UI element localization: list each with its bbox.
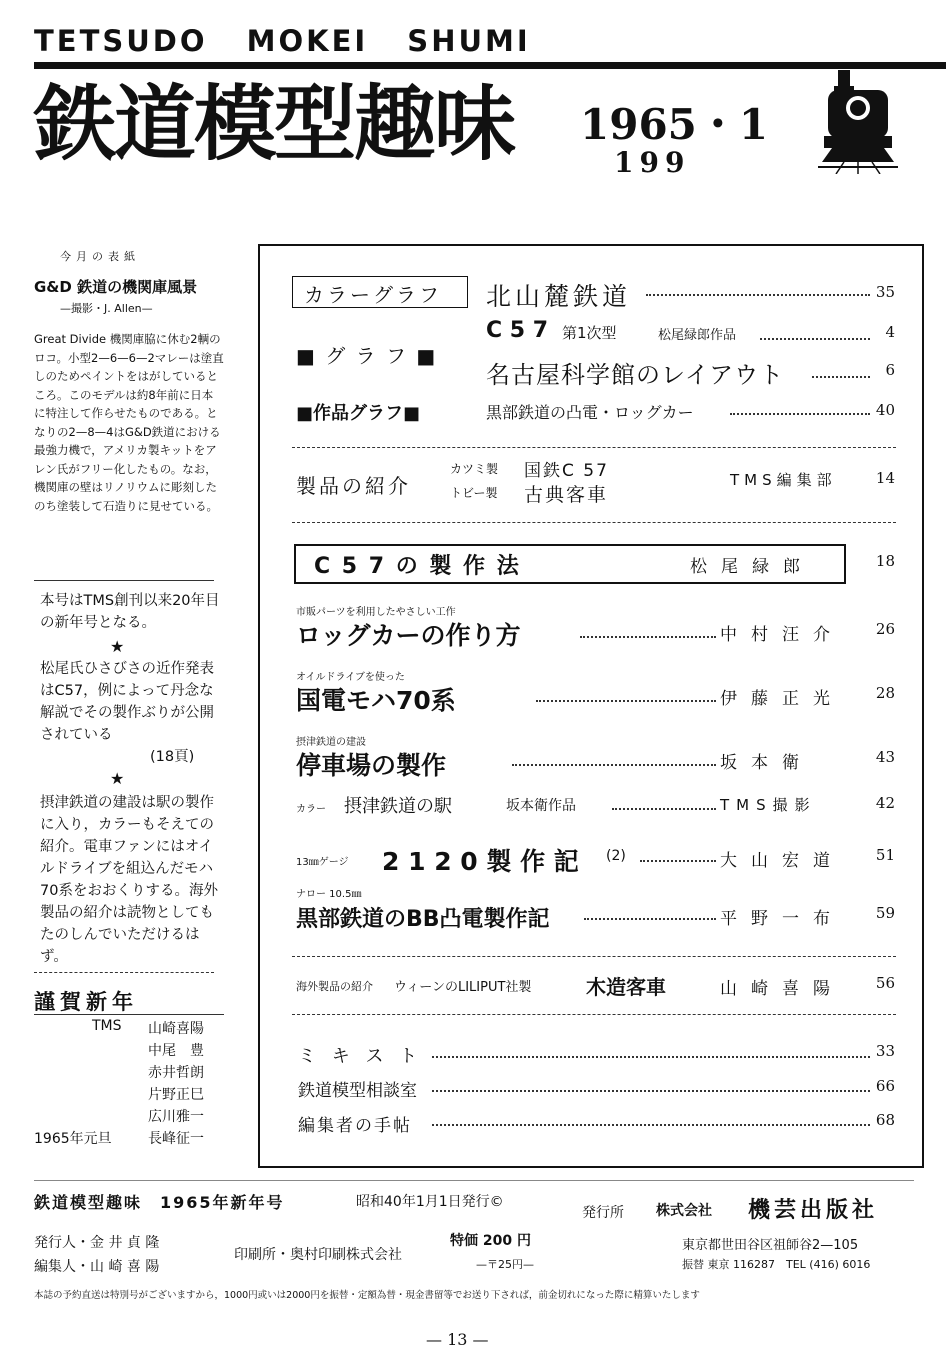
article-author: 伊藤正光 [720, 689, 844, 709]
page-number: 33 [875, 1042, 895, 1060]
color-station-kicker: カラー [296, 804, 326, 815]
footer-notice: 本誌の予約直送は特別号がございますから，1000円或いは2000円を振替・定額為替・現金書留等でお送り下されば，前金切れになった際に精算いたします [34, 1290, 700, 1301]
products-label: 製品の紹介 [296, 474, 411, 498]
product-maker: カツミ製 [450, 462, 499, 476]
overseas-kicker: 海外製品の紹介 [296, 980, 373, 993]
footer-address: 東京都世田谷区祖師谷2—105 [682, 1238, 859, 1253]
greeting-name: 片野正巳 [148, 1087, 204, 1103]
divider [34, 972, 214, 973]
greeting-name: 中尾 豊 [148, 1043, 204, 1059]
graph-label: ■ グ ラ フ ■ [296, 344, 438, 368]
footer-account: 振替 東京 116287 TEL (416) 6016 [682, 1258, 871, 1271]
cover-heading: 今月の表紙 [60, 250, 140, 263]
footer-price: 特価 200 円 [450, 1233, 531, 1249]
magazine-title: 鉄道模型趣味 [34, 77, 515, 172]
kurobe-author: 平野一布 [720, 909, 844, 929]
issue-number: 199 [614, 146, 691, 179]
greetings-title: 謹賀新年 [34, 990, 138, 1014]
footer-printer: 印刷所・奥村印刷株式会社 [234, 1247, 402, 1263]
article-title: 停車場の製作 [296, 751, 447, 780]
article-kicker: 市販パーツを利用したやさしい工作 [296, 607, 456, 618]
product-item: 国鉄C 57 [524, 461, 609, 481]
page-number: 18 [875, 552, 895, 570]
c57make-title: C 5 7 の 製 作 法 [314, 554, 521, 579]
page-number: 28 [875, 684, 895, 702]
issue-date: 1965・1 [580, 100, 769, 149]
footer-postage: —〒25円— [476, 1258, 534, 1271]
cover-credit: —撮影・J. Allen— [60, 302, 153, 315]
greeting-name: 長峰征一 [148, 1131, 204, 1147]
works-title: 黒部鉄道の凸電・ロッグカー [486, 403, 694, 422]
c57make-author: 松尾緑郎 [690, 557, 814, 577]
masthead-rule [34, 62, 946, 69]
products-author: TMS編集部 [730, 471, 837, 489]
a2120-title: 2 1 2 0 製 作 記 [382, 847, 579, 876]
greetings-names [148, 1018, 204, 1150]
editor-note-2: 松尾氏ひさびさの近作発表はC57，例によって丹念な解説でその製作ぶりが公開されている [40, 661, 214, 743]
overseas-sub: ウィーンのLILIPUT社製 [394, 980, 532, 995]
overseas-title: 木造客車 [586, 975, 666, 999]
article-kicker: 摂津鉄道の建設 [296, 737, 366, 748]
editor-note-3: 摂津鉄道の建設は駅の製作に入り，カラーもそえての紹介。電車ファンにはオイルドライブを組込んだモハ70系をおおくりする。海外製品の紹介は読物としてもたのしんでいただけるはず。 [40, 795, 218, 965]
page-number: 14 [875, 469, 895, 487]
greetings-org: TMS [92, 1018, 122, 1034]
nagoya-title: 名古屋科学館のレイアウト [486, 361, 785, 389]
greetings-date: 1965年元旦 [34, 1131, 112, 1147]
color-station-title: 摂津鉄道の駅 [344, 796, 452, 817]
cover-description: Great Divide 機関庫脇に休む2輌のロコ。小型2—6—6—2マレーは塗直しのためペイントをはがしているところ。このモデルは約8年前に日本に特注して作らせたものである。となりの2—8—4はG&D鉄道における最強力機で，アメリカ製キットをアレン氏がフリー化したもの。なお，機関庫の壁はリノリウムに彫刻したのち塗装して石造りに見せている。 [34, 332, 224, 513]
page-number: 43 [875, 748, 895, 766]
kurobe-title: 黒部鉄道のBB凸電製作記 [296, 907, 550, 932]
editor-note-page-ref: (18頁) [150, 749, 195, 765]
divider [34, 1014, 224, 1015]
a2120-part: (2) [606, 848, 626, 864]
page-footer-number: — 13 — [426, 1330, 489, 1349]
footer-pub-date: 昭和40年1月1日発行© [356, 1194, 504, 1210]
article-kicker: オイルドライブを使った [296, 672, 405, 683]
color-station-author: TMS撮影 [720, 796, 817, 814]
misc-title: 鉄道模型相談室 [298, 1081, 417, 1101]
page-number: 59 [875, 904, 895, 922]
page-number: 40 [875, 401, 895, 419]
c57-subtitle: 第1次型 [562, 324, 617, 342]
cover-title: G&D 鉄道の機関庫風景 [34, 278, 198, 296]
misc-title: ミ キ ス ト [298, 1046, 423, 1067]
product-item: 古典客車 [524, 484, 609, 506]
a2120-kicker: 13㎜ゲージ [296, 857, 349, 868]
divider [292, 1014, 896, 1015]
a2120-author: 大山宏道 [720, 851, 844, 871]
divider [292, 956, 896, 957]
star-icon: ★ [110, 637, 125, 656]
page-number: 4 [885, 323, 895, 341]
page-number: 26 [875, 620, 895, 638]
star-icon: ★ [110, 769, 125, 788]
article-author: 中村汪介 [720, 625, 844, 645]
greeting-name: 赤井哲朗 [148, 1065, 204, 1081]
article-author: 坂本衛 [720, 753, 813, 773]
page-number: 6 [885, 361, 895, 379]
kurobe-kicker: ナロー 10.5㎜ [296, 889, 362, 900]
page-number: 68 [875, 1111, 895, 1129]
footer-editor: 編集人・山 崎 喜 陽 [34, 1259, 160, 1275]
works-label: ■作品グラフ■ [296, 403, 421, 424]
c57-author: 松尾緑郎作品 [658, 328, 737, 343]
page-number: 35 [875, 283, 895, 301]
divider [292, 447, 896, 448]
locomotive-logo-icon [818, 70, 898, 174]
colorgraph-label: カラーグラフ [304, 283, 442, 307]
masthead: TETSUDO MOKEI SHUMI [34, 24, 531, 58]
overseas-author: 山崎喜陽 [720, 979, 844, 999]
greeting-name: 山崎喜陽 [148, 1021, 204, 1037]
page-number: 56 [875, 974, 895, 992]
product-maker: トビー製 [450, 486, 498, 500]
misc-title: 編集者の手帖 [298, 1116, 412, 1136]
footer-publisher-name: 機芸出版社 [748, 1198, 879, 1223]
footer-rule [34, 1180, 914, 1181]
footer-issuer: 発行人・金 井 貞 隆 [34, 1235, 160, 1251]
greeting-name: 広川雅一 [148, 1109, 204, 1125]
divider [292, 522, 896, 523]
divider [34, 580, 214, 581]
article-title: 国電モハ70系 [296, 686, 456, 715]
footer-pub-title: 鉄道模型趣味 1965年新年号 [34, 1193, 285, 1212]
page-number: 51 [875, 846, 895, 864]
c57-title: C 5 7 [486, 318, 549, 343]
article-title: ロッグカーの作り方 [296, 621, 521, 650]
color-station-sub: 坂本衛作品 [506, 798, 576, 814]
editor-note-1: 本号はTMS創刊以来20年目の新年号となる。 [40, 593, 220, 631]
colorgraph-title: 北山麓鉄道 [486, 282, 632, 311]
page-number: 66 [875, 1077, 895, 1095]
page-number: 42 [875, 794, 895, 812]
footer-publisher-label: 発行所 [582, 1205, 624, 1221]
footer-publisher-type: 株式会社 [656, 1203, 712, 1219]
